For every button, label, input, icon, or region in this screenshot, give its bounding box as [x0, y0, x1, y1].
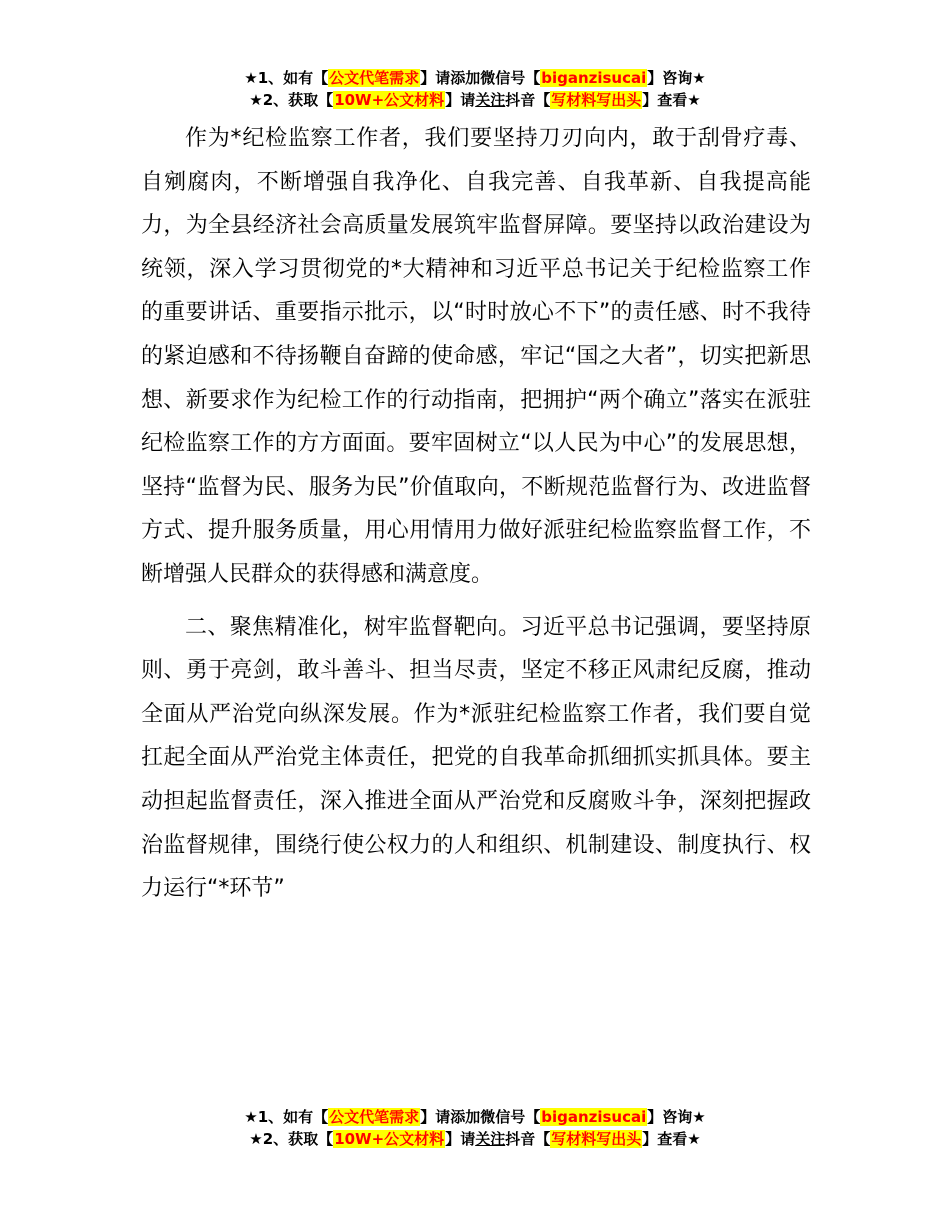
footer-line-2-suffix: 】查看★ [642, 1130, 701, 1148]
banner-line-1-middle: 】请添加微信号【 [420, 69, 541, 87]
document-body [141, 117, 811, 911]
footer-highlight-service: 公文代笔需求 [329, 1108, 420, 1126]
footer-underlined-follow: 关注 [475, 1130, 506, 1148]
footer-highlight-wechat-id: biganzisucai [541, 1108, 647, 1126]
banner-highlight-service: 公文代笔需求 [329, 69, 420, 87]
footer-line-1 [0, 1106, 950, 1128]
footer-line-2 [0, 1128, 950, 1150]
banner-underlined-follow: 关注 [475, 91, 506, 109]
body-paragraph-1: 作为*纪检监察工作者，我们要坚持刀刃向内，敢于刮骨疗毒、自剜腐肉，不断增强自我净化、自我完善、自我革新、自我提高能力，为全县经济社会高质量发展筑牢监督屏障。要坚持以政治建设为统领，深入学习贯彻党的*大精神和习近平总书记关于纪检监察工作的重要讲话、重要指示批示，以“时时放心不下”的责任感、时不我待的紧迫感和不待扬鞭自奋蹄的使命感，牢记“国之大者”，切实把新思想、新要求作为纪检工作的行动指南，把拥护“两个确立”落实在派驻纪检监察工作的方方面面。要牢固树立“以人民为中心”的发展思想，坚持“监督为民、服务为民”价值取向，不断规范监督行为、改进监督方式、提升服务质量，用心用情用力做好派驻纪检监察监督工作，不断增强人民群众的获得感和满意度。 [141, 126, 811, 587]
body-paragraph-2: 二、聚焦精准化，树牢监督靶向。习近平总书记强调，要坚持原则、勇于亮剑，敢斗善斗、担当尽责，坚定不移正风肃纪反腐，推动全面从严治党向纵深发展。作为*派驻纪检监察工作者，我们要自觉扛起全面从严治党主体责任，把党的自我革命抓细抓实抓具体。要主动担起监督责任，深入推进全面从严治党和反腐败斗争，深刻把握政治监督规律，围绕行使公权力的人和组织、机制建设、制度执行、权力运行“*环节” [141, 614, 811, 902]
footer-line-1-prefix: ★1、如有【 [244, 1108, 329, 1126]
footer-line-2-middle-a: 】请 [445, 1130, 476, 1148]
footer-line-1-suffix: 】咨询★ [647, 1108, 706, 1126]
banner-line-2-suffix: 】查看★ [642, 91, 701, 109]
banner-line-2 [0, 89, 950, 111]
banner-highlight-materials: 10W+公文材料 [334, 91, 445, 109]
banner-line-1-suffix: 】咨询★ [647, 69, 706, 87]
footer-highlight-douyin: 写材料写出头 [551, 1130, 642, 1148]
banner-line-2-middle-b: 抖音【 [505, 91, 551, 109]
banner-highlight-wechat-id: biganzisucai [541, 69, 647, 87]
header-banner [0, 67, 950, 111]
banner-highlight-douyin: 写材料写出头 [551, 91, 642, 109]
footer-line-2-middle-b: 抖音【 [505, 1130, 551, 1148]
footer-banner [0, 1106, 950, 1150]
footer-line-2-prefix: ★2、获取【 [249, 1130, 334, 1148]
footer-highlight-materials: 10W+公文材料 [334, 1130, 445, 1148]
banner-line-2-prefix: ★2、获取【 [249, 91, 334, 109]
banner-line-2-middle-a: 】请 [445, 91, 476, 109]
footer-line-1-middle: 】请添加微信号【 [420, 1108, 541, 1126]
banner-line-1 [0, 67, 950, 89]
banner-line-1-prefix: ★1、如有【 [244, 69, 329, 87]
